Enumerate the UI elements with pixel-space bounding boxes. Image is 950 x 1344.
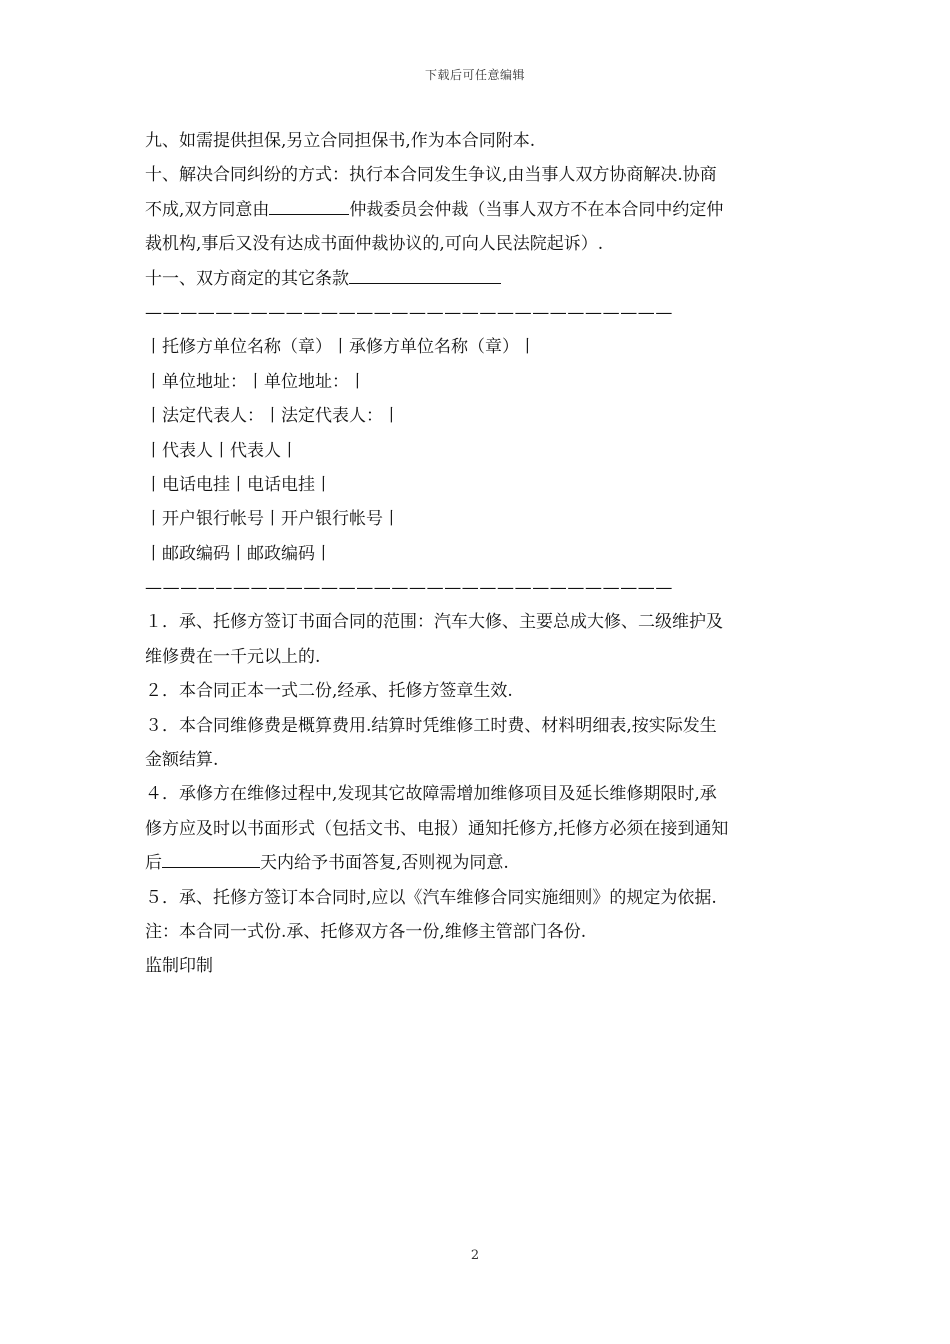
signature-row-bank-account: 丨开户银行帐号丨开户银行帐号丨 <box>145 509 400 530</box>
clause-10-line-3: 裁机构,事后又没有达成书面仲裁协议的,可向人民法院起诉）. <box>145 234 604 255</box>
copies-note: 注：本合同一式份.承、托修双方各一份,维修主管部门各份. <box>145 921 587 942</box>
note-3-line-1: ３．本合同维修费是概算费用.结算时凭维修工时费、材料明细表,按实际发生 <box>145 715 717 736</box>
note-4-line-3 <box>145 846 815 880</box>
table-bottom-separator: —————————————————————————————— <box>145 578 673 599</box>
page-number: 2 <box>470 1248 480 1263</box>
clause-10-text-before-blank: 不成,双方同意由 <box>145 199 270 220</box>
note-4-line-1: ４．承修方在维修过程中,发现其它故障需增加维修项目及延长维修期限时,承 <box>145 784 717 805</box>
note-4-line-2: 修方应及时以书面形式（包括文书、电报）通知托修方,托修方必须在接到通知 <box>145 818 729 839</box>
arbitration-committee-blank <box>269 196 349 215</box>
signature-row-legal-rep: 丨法定代表人：丨法定代表人：丨 <box>145 406 400 427</box>
note-4-text-after-blank: 天内给予书面答复,否则视为同意. <box>260 853 509 874</box>
clause-10-line-1: 十、解决合同纠纷的方式：执行本合同发生争议,由当事人双方协商解决.协商 <box>145 165 717 186</box>
note-4-text-before-blank: 后 <box>145 853 162 874</box>
other-terms-blank <box>349 265 501 284</box>
note-5: ５．承、托修方签订本合同时,应以《汽车维修合同实施细则》的规定为依据. <box>145 887 717 908</box>
signature-row-unit-name: 丨托修方单位名称（章）丨承修方单位名称（章）丨 <box>145 337 536 358</box>
signature-row-representative: 丨代表人丨代表人丨 <box>145 440 298 461</box>
clause-9: 九、如需提供担保,另立合同担保书,作为本合同附本. <box>145 131 536 151</box>
printing-note: 监制印制 <box>145 956 213 977</box>
clause-11-text: 十一、双方商定的其它条款 <box>145 268 349 289</box>
note-2: ２．本合同正本一式二份,经承、托修方签章生效. <box>145 681 513 702</box>
clause-11 <box>145 262 815 296</box>
clause-10-text-after-blank: 仲裁委员会仲裁（当事人双方不在本合同中约定仲 <box>349 199 724 220</box>
page-header: 下载后可任意编辑 <box>424 68 525 82</box>
note-1-line-1: １．承、托修方签订书面合同的范围：汽车大修、主要总成大修、二级维护及 <box>145 612 723 633</box>
clause-10-line-2 <box>145 193 815 227</box>
table-top-separator: —————————————————————————————— <box>145 302 673 323</box>
signature-row-postal-code: 丨邮政编码丨邮政编码丨 <box>145 543 332 564</box>
reply-days-blank <box>162 849 260 868</box>
note-3-line-2: 金额结算. <box>145 750 219 771</box>
document-body <box>145 124 815 984</box>
signature-row-address: 丨单位地址：丨单位地址：丨 <box>145 371 366 392</box>
note-1-line-2: 维修费在一千元以上的. <box>145 646 321 667</box>
signature-row-phone: 丨电话电挂丨电话电挂丨 <box>145 474 332 495</box>
